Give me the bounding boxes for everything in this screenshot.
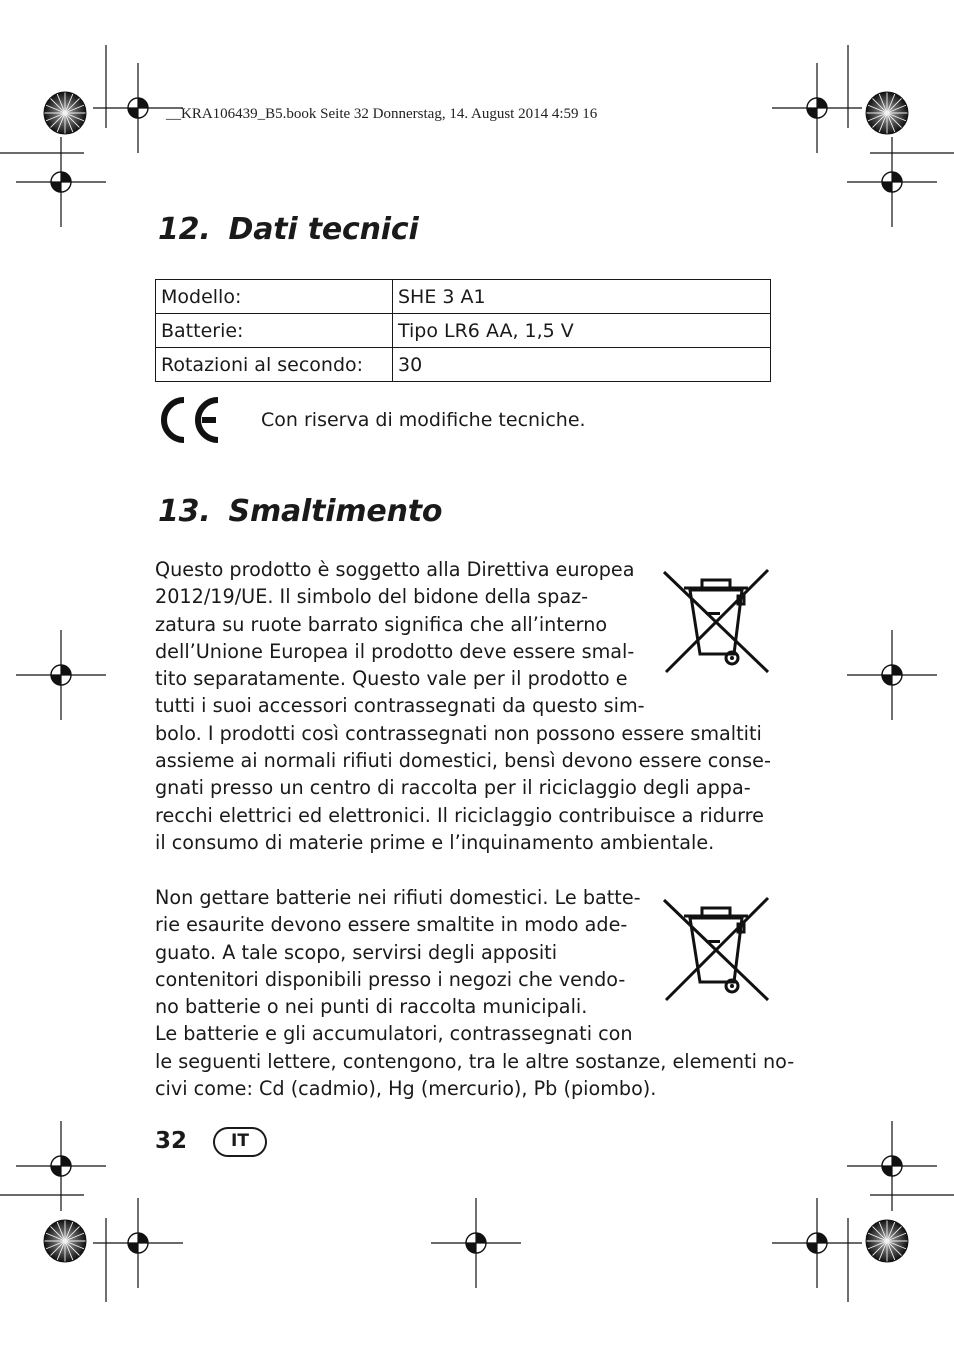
spec-label: Rotazioni al secondo: [156, 348, 393, 382]
text-line: bolo. I prodotti così contrassegnati non possono essere smaltiti [155, 721, 762, 745]
table-row [156, 314, 771, 348]
text-line: dell’Unione Europea il prodotto deve essere smal- [155, 639, 635, 663]
text-line: Questo prodotto è soggetto alla Direttiva europea [155, 558, 635, 581]
section-13-heading [158, 494, 442, 529]
section-13-title: Smaltimento [228, 494, 443, 529]
text-line: Le batterie e gli accumulatori, contrassegnati con [155, 1022, 633, 1046]
section-13-number: 13. [158, 494, 211, 529]
text-line: zatura su ruote barrato significa che all’interno [155, 612, 608, 636]
technical-changes-note: Con riserva di modifiche tecniche. [261, 409, 586, 431]
spec-value: Tipo LR6 AA, 1,5 V [393, 314, 771, 348]
text-line: no batterie o nei punti di raccolta municipali. [155, 995, 588, 1019]
spec-value: SHE 3 A1 [393, 280, 771, 314]
section-12-title: Dati tecnici [228, 212, 419, 247]
section-12-number: 12. [158, 212, 211, 247]
spec-label: Batterie: [156, 314, 393, 348]
text-line: rie esaurite devono essere smaltite in modo ade- [155, 913, 628, 937]
text-line: il consumo di materie prime e l’inquinamento ambientale. [155, 830, 715, 854]
text-line: civi come: Cd (cadmio), Hg (mercurio), Pb (piombo). [155, 1077, 657, 1101]
text-line: tutti i suoi accessori contrassegnati da questo sim- [155, 694, 645, 718]
text-line: 2012/19/UE. Il simbolo del bidone della spaz- [155, 585, 589, 609]
text-line: le seguenti lettere, contengono, tra le altre sostanze, elementi no- [155, 1049, 795, 1073]
section-12-heading [158, 212, 419, 247]
text-line: recchi elettrici ed elettronici. Il riciclaggio contribuisce a ridurre [155, 803, 764, 827]
spec-label: Modello: [156, 280, 393, 314]
text-line: gnati presso un centro di raccolta per il riciclaggio degli appa- [155, 776, 751, 800]
print-file-header: __KRA106439_B5.book Seite 32 Donnerstag, 14. August 2014 4:59 16 [166, 106, 598, 122]
text-line: Non gettare batterie nei rifiuti domestici. Le batte- [155, 886, 641, 909]
text-line: tito separatamente. Questo vale per il prodotto e [155, 667, 628, 691]
text-line: contenitori disponibili presso i negozi che vendo- [155, 967, 626, 991]
text-line: guato. A tale scopo, servirsi degli appositi [155, 940, 558, 964]
table-row [156, 280, 771, 314]
technical-data-table [155, 279, 771, 382]
spec-value: 30 [393, 348, 771, 382]
ce-mark-icon [158, 396, 222, 444]
crossed-out-battery-bin-icon [660, 894, 772, 1004]
page-number: 32 [155, 1128, 188, 1154]
text-line: assieme ai normali rifiuti domestici, bensì devono essere conse- [155, 749, 771, 773]
table-row [156, 348, 771, 382]
language-badge: IT [213, 1127, 267, 1157]
crossed-out-wheelie-bin-icon [660, 566, 772, 676]
